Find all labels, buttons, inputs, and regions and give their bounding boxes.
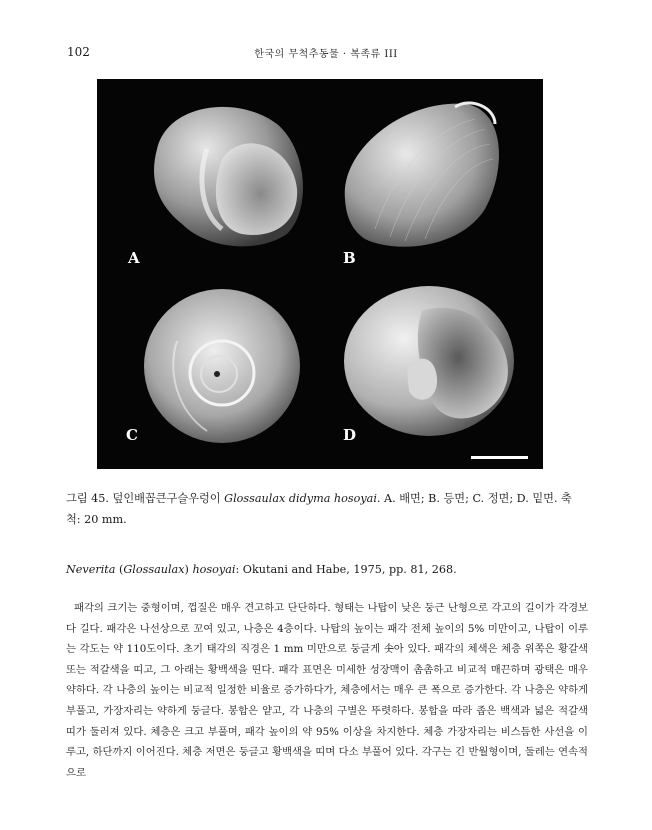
caption-species: Glossaulax didyma hosoyai bbox=[224, 492, 377, 505]
citation-paren-open: ( bbox=[115, 563, 124, 576]
panel-label-b: B bbox=[343, 249, 356, 267]
panel-label-c: C bbox=[126, 426, 138, 444]
citation-reference: : Okutani and Habe, 1975, pp. 81, 268. bbox=[235, 563, 457, 576]
citation-genus: Neverita bbox=[66, 563, 116, 576]
shell-photo-b bbox=[335, 89, 510, 254]
panel-label-d: D bbox=[343, 426, 357, 444]
shell-photo-d bbox=[337, 281, 517, 441]
description-paragraph: 패각의 크기는 중형이며, 껍질은 매우 견고하고 단단하다. 형태는 나탑이 낮은 둥근 난형으로 각고의 길이가 각경보다 길다. 패각은 나선상으로 꼬여 있고, 나층은 4층이다. 나탑의 높이는 패각 전체 높이의 5% 미만이고, 나탑이 이루는 각도는 약 110도이다. 초기 태각의 직경은 1 mm 미만으로 둥글게 솟아 있다. 패각의 체색은 체층 위쪽은 황갈색 또는 적갈색을 띠고, 그 아래는 황백색을 띤다. 패각 표면은 미세한 성장맥이 촘촘하고 비교적 매끈하며 광택은 매우 약하다. 각 나층의 높이는 비교적 일정한 비율로 증가하다가, 체층에서는 매우 큰 폭으로 증가한다. 각 나층은 약하게 부풀고, 가장자리는 약하게 둥글다. 봉합은 얕고, 각 나층의 구별은 뚜렷하다. 봉합을 따라 좁은 백색과 넓은 적갈색 띠가 둘러져 있다. 체층은 크고 부풀며, 패각 높이의 약 95% 이상을 차지한다. 체층 가장자리는 비스듬한 사선을 이루고, 하단까지 이어진다. 체층 저면은 둥글고 황백색을 띠며 다소 부풀어 있다. 각구는 긴 반월형이며, 둘레는 연속적으로 bbox=[66, 602, 588, 779]
page-number: 102 bbox=[67, 45, 90, 59]
panel-label-a: A bbox=[128, 249, 140, 267]
running-title: 한국의 무척추동물 · 복족류 III bbox=[254, 49, 398, 60]
shell-photo-a bbox=[147, 89, 312, 254]
caption-suffix: . A. 배면; B. 등면; C. 정면; D. 밑면. 축척: 20 mm. bbox=[66, 492, 572, 526]
scale-bar bbox=[471, 456, 528, 459]
shell-photo-c bbox=[137, 281, 307, 446]
shell-figure bbox=[97, 79, 543, 469]
figure-caption bbox=[66, 488, 586, 530]
caption-prefix: 그림 45. 덮인배꼽큰구슬우렁이 bbox=[66, 492, 225, 505]
species-citation bbox=[66, 563, 586, 576]
citation-subgenus: Glossaulax bbox=[123, 563, 185, 576]
citation-paren-close: ) bbox=[184, 563, 193, 576]
citation-species: hosoyai bbox=[192, 563, 236, 576]
